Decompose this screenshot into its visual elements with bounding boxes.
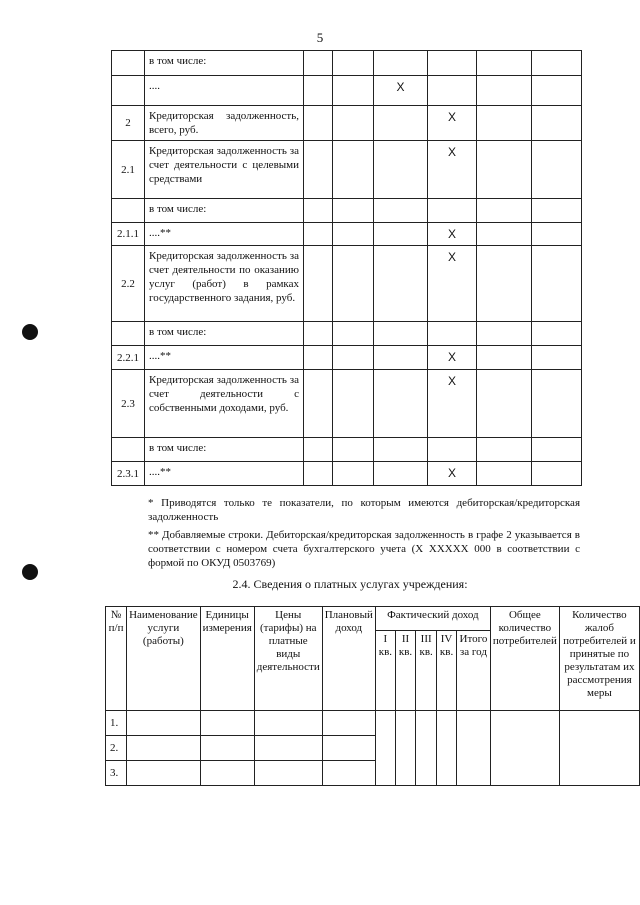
row-number: 2.1.1: [112, 223, 145, 246]
header-year-total: Итого за год: [457, 631, 491, 711]
cell-empty: [374, 141, 428, 199]
cell-empty: [477, 106, 532, 141]
cell-empty: [416, 711, 437, 786]
table-row: [112, 462, 582, 486]
cell-empty: [374, 322, 428, 346]
cell-empty: [304, 51, 333, 76]
footnote-1: * Приводятся только те показатели, по которым имеются дебиторская/кредиторская задолженность: [148, 497, 580, 523]
footnotes: [112, 496, 580, 570]
cell-empty: [428, 51, 477, 76]
cell-empty: [428, 199, 477, 223]
cell-empty: [254, 736, 322, 761]
cell-empty: [333, 106, 374, 141]
cell-empty: [532, 322, 582, 346]
cell-empty: [333, 322, 374, 346]
cell-empty: [428, 76, 477, 106]
table-row: [112, 246, 582, 322]
cell-empty: [374, 106, 428, 141]
cell-empty: [532, 76, 582, 106]
cell-empty: [333, 462, 374, 486]
cell-empty: [532, 246, 582, 322]
cell-empty: [374, 246, 428, 322]
cell-empty: [304, 322, 333, 346]
table-row: [112, 223, 582, 246]
cell-empty: [304, 346, 333, 370]
x-mark: X: [428, 141, 477, 199]
row-number: 2.2.1: [112, 346, 145, 370]
cell-empty: [333, 438, 374, 462]
header-price: Цены (тарифы) на платные виды деятельности: [254, 607, 322, 711]
row-number: [112, 322, 145, 346]
cell-empty: [333, 141, 374, 199]
cell-empty: [374, 346, 428, 370]
cell-empty: [477, 346, 532, 370]
table-row: [112, 106, 582, 141]
header-q2: II кв.: [395, 631, 415, 711]
cell-empty: [532, 223, 582, 246]
x-mark: X: [428, 106, 477, 141]
cell-empty: [395, 711, 415, 786]
cell-empty: [532, 346, 582, 370]
cell-empty: [304, 223, 333, 246]
cell-empty: [532, 199, 582, 223]
cell-empty: [254, 711, 322, 736]
cell-empty: [127, 761, 201, 786]
row-label: в том числе:: [145, 199, 304, 223]
cell-empty: [374, 462, 428, 486]
cell-empty: [477, 76, 532, 106]
cell-empty: [437, 711, 457, 786]
cell-empty: [333, 370, 374, 438]
cell-empty: [532, 106, 582, 141]
cell-empty: [304, 462, 333, 486]
cell-empty: [333, 199, 374, 223]
header-unit: Единицы измерения: [200, 607, 254, 711]
cell-empty: [559, 711, 639, 786]
table-row: [112, 199, 582, 223]
cell-empty: [304, 246, 333, 322]
table-row: [112, 141, 582, 199]
row-number: 1.: [106, 711, 127, 736]
table-row: [112, 370, 582, 438]
row-number: 2: [112, 106, 145, 141]
row-label: в том числе:: [145, 438, 304, 462]
x-mark: X: [428, 462, 477, 486]
cell-empty: [333, 346, 374, 370]
paid-services-table: [105, 606, 640, 786]
cell-empty: [457, 711, 491, 786]
row-label: ....: [145, 76, 304, 106]
cell-empty: [428, 438, 477, 462]
row-number: 2.2: [112, 246, 145, 322]
x-mark: X: [428, 346, 477, 370]
cell-empty: [532, 51, 582, 76]
cell-empty: [532, 438, 582, 462]
x-mark: X: [374, 76, 428, 106]
cell-empty: [304, 141, 333, 199]
table-row: [112, 76, 582, 106]
header-num: № п/п: [106, 607, 127, 711]
row-label: Кредиторская задолженность, всего, руб.: [145, 106, 304, 141]
header-q1: I кв.: [375, 631, 395, 711]
table-row: [112, 346, 582, 370]
header-service-name: Наименование услуги (работы): [127, 607, 201, 711]
row-number: 2.3.1: [112, 462, 145, 486]
header-q3: III кв.: [416, 631, 437, 711]
row-number: [112, 199, 145, 223]
cell-empty: [374, 51, 428, 76]
row-number: [112, 51, 145, 76]
binder-hole: [22, 324, 38, 340]
cell-empty: [490, 711, 559, 786]
cell-empty: [200, 761, 254, 786]
cell-empty: [322, 711, 375, 736]
row-label: ....**: [145, 462, 304, 486]
section-title: 2.4. Сведения о платных услугах учреждения:: [232, 577, 468, 591]
x-mark: X: [428, 223, 477, 246]
table-row: [112, 322, 582, 346]
cell-empty: [477, 51, 532, 76]
cell-empty: [374, 223, 428, 246]
row-label: ....**: [145, 223, 304, 246]
row-number: 3.: [106, 761, 127, 786]
table-row: [112, 438, 582, 462]
cell-empty: [322, 761, 375, 786]
cell-empty: [477, 141, 532, 199]
cell-empty: [333, 223, 374, 246]
cell-empty: [200, 736, 254, 761]
cell-empty: [477, 438, 532, 462]
cell-empty: [374, 370, 428, 438]
cell-empty: [532, 370, 582, 438]
cell-empty: [304, 370, 333, 438]
table-row: [112, 51, 582, 76]
cell-empty: [375, 711, 395, 786]
cell-empty: [374, 438, 428, 462]
header-q4: IV кв.: [437, 631, 457, 711]
cell-empty: [127, 711, 201, 736]
row-label: ....**: [145, 346, 304, 370]
cell-empty: [322, 736, 375, 761]
row-label: Кредиторская задолженность за счет деятельности с собственными доходами, руб.: [145, 370, 304, 438]
cell-empty: [532, 462, 582, 486]
cell-empty: [477, 223, 532, 246]
x-mark: X: [428, 370, 477, 438]
row-label: в том числе:: [145, 322, 304, 346]
cell-empty: [127, 736, 201, 761]
header-complaints: Количество жалоб потребителей и принятые по результатам их рассмотрения меры: [559, 607, 639, 711]
cell-empty: [254, 761, 322, 786]
cell-empty: [477, 322, 532, 346]
header-actual-income: Фактический доход: [375, 607, 490, 631]
cell-empty: [333, 246, 374, 322]
creditor-debt-table: [111, 50, 582, 486]
row-number: 2.: [106, 736, 127, 761]
cell-empty: [304, 199, 333, 223]
row-label: Кредиторская задолженность за счет деятельности с целевыми средствами: [145, 141, 304, 199]
footnote-2: ** Добавляемые строки. Дебиторская/кредиторская задолженность в графе 2 указывается в соответствии с номером счета бухгалтерского учета (X XXXXX 000 в соответствии с формой по ОКУД 0503769): [148, 529, 580, 569]
cell-empty: [200, 711, 254, 736]
cell-empty: [333, 76, 374, 106]
cell-empty: [304, 106, 333, 141]
cell-empty: [477, 199, 532, 223]
row-label: Кредиторская задолженность за счет деятельности по оказанию услуг (работ) в рамках государственного задания, руб.: [145, 246, 304, 322]
row-number: 2.3: [112, 370, 145, 438]
row-number: 2.1: [112, 141, 145, 199]
cell-empty: [304, 76, 333, 106]
x-mark: X: [428, 246, 477, 322]
cell-empty: [333, 51, 374, 76]
cell-empty: [428, 322, 477, 346]
row-label: в том числе:: [145, 51, 304, 76]
header-consumers: Общее количество потребителей: [490, 607, 559, 711]
page-number: 5: [316, 30, 324, 45]
cell-empty: [477, 246, 532, 322]
row-number: [112, 438, 145, 462]
cell-empty: [374, 199, 428, 223]
header-planned-income: Плановый доход: [322, 607, 375, 711]
cell-empty: [532, 141, 582, 199]
cell-empty: [477, 370, 532, 438]
cell-empty: [477, 462, 532, 486]
cell-empty: [304, 438, 333, 462]
row-number: [112, 76, 145, 106]
